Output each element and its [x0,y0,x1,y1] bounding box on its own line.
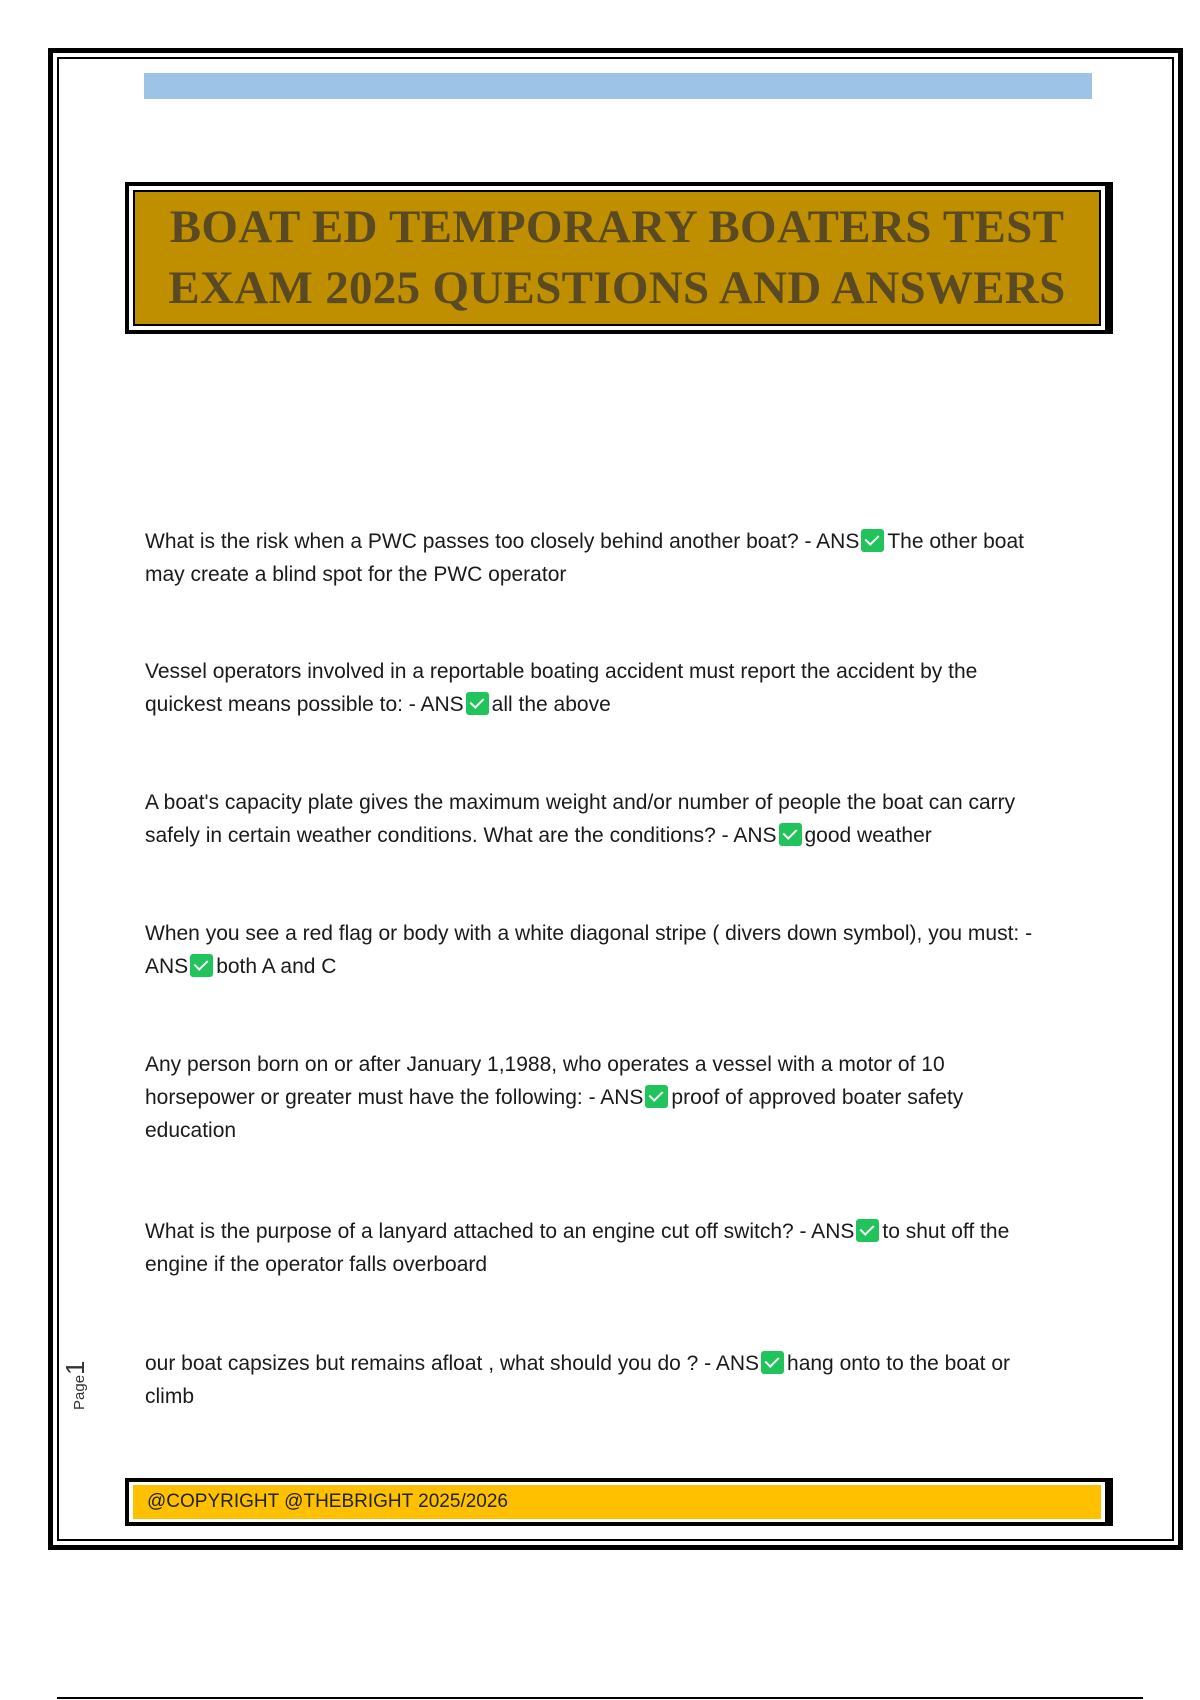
document-title [168,197,1065,319]
check-box-icon [861,529,884,552]
qa-text: A boat's capacity plate gives the maximum weight and/or number of people the boat can carry [145,791,1016,814]
footer-box-shadow-edge [1107,1478,1113,1526]
qa-text: When you see a red flag or body with a white diagonal stripe ( divers down symbol), you must: - [145,922,1033,945]
qa-item-4 [145,917,1095,983]
title-line-1: BOAT ED TEMPORARY BOATERS TEST [169,201,1065,253]
qa-text: horsepower or greater must have the following: - ANS [145,1086,644,1109]
qa-text: ANS [145,955,189,978]
footer-copyright: @COPYRIGHT @THEBRIGHT 2025/2026 [133,1485,1101,1519]
page-word: Page [71,1374,88,1410]
title-line-2: EXAM 2025 QUESTIONS AND ANSWERS [168,262,1066,314]
qa-text: engine if the operator falls overboard [145,1253,488,1276]
check-box-icon [466,692,489,715]
qa-text: safely in certain weather conditions. What are the conditions? - ANS [145,824,777,847]
qa-item-5 [145,1048,1095,1147]
qa-text: may create a blind spot for the PWC operator [145,563,567,586]
title-box [125,182,1109,334]
qa-item-7 [145,1347,1095,1413]
title-box-shadow-edge [1107,182,1113,334]
check-box-icon [761,1351,784,1374]
qa-answer: hang onto to the boat or [787,1352,1011,1375]
header-bar [144,73,1092,99]
qa-answer: The other boat [887,530,1024,553]
check-box-icon [779,823,802,846]
qa-item-2 [145,655,1095,721]
page-number: 1 [60,1360,90,1375]
qa-text: our boat capsizes but remains afloat , what should you do ? - ANS [145,1352,760,1375]
qa-item-6 [145,1215,1095,1281]
qa-text: education [145,1119,237,1142]
qa-answer: proof of approved boater safety [671,1086,964,1109]
title-box-fill [133,190,1101,326]
footer-box [125,1478,1109,1526]
qa-text: Vessel operators involved in a reportable boating accident must report the accident by the [145,660,978,683]
qa-text: quickest means possible to: - ANS [145,693,464,716]
qa-text: climb [145,1385,195,1408]
qa-text: What is the purpose of a lanyard attached to an engine cut off switch? - ANS [145,1220,855,1243]
qa-text: What is the risk when a PWC passes too closely behind another boat? - ANS [145,530,860,553]
bottom-rule [57,1697,1143,1699]
qa-answer: good weather [804,824,932,847]
qa-item-1 [145,525,1095,591]
qa-answer: to shut off the [882,1220,1010,1243]
check-box-icon [645,1085,668,1108]
check-box-icon [856,1219,879,1242]
qa-text: Any person born on or after January 1,1988, who operates a vessel with a motor of 10 [145,1053,945,1076]
qa-answer: both A and C [216,955,337,978]
qa-answer: all the above [491,693,611,716]
check-box-icon [190,954,213,977]
page-number-label [60,1360,91,1410]
qa-item-3 [145,786,1095,852]
